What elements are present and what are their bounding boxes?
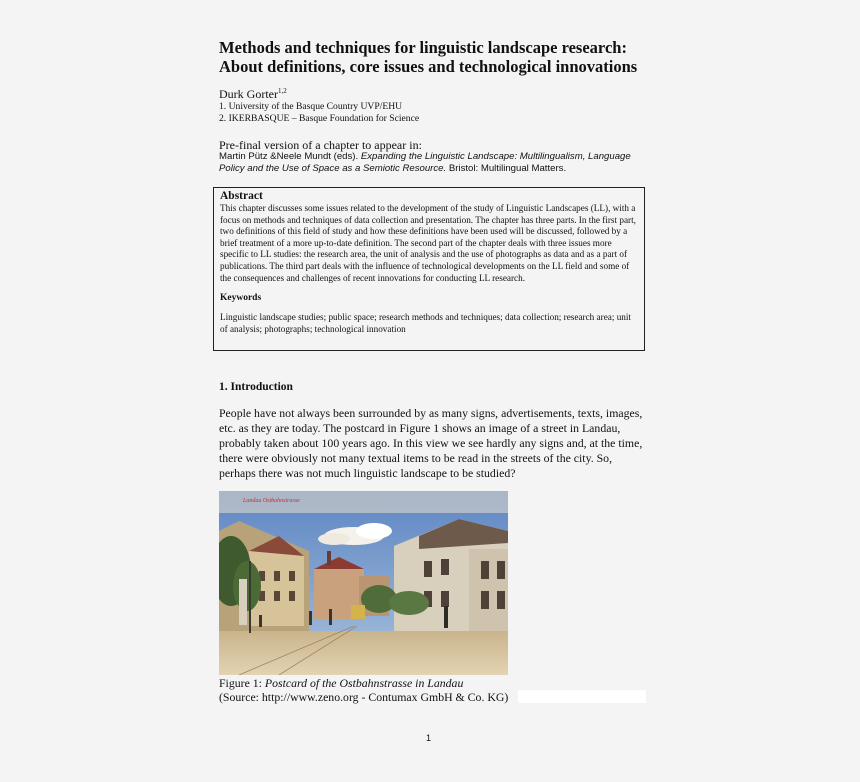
figure-source [219, 690, 646, 704]
citation-editors: Martin Pütz &Neele Mundt (eds). [219, 151, 361, 162]
keywords-text: Linguistic landscape studies; public space; research methods and techniques; data collection; research area; unit of analysis; photographs; technological innovation [220, 312, 631, 334]
chapter-citation [219, 151, 649, 175]
paper-title [219, 38, 659, 76]
postcard-figure [219, 491, 508, 675]
postcard-inscription: Landau Ostbahnstrasse [243, 498, 300, 504]
citation-book-title: Expanding the Linguistic Landscape: Multilingualism, Language Policy and the Use of Space as a Semiotic Resource. [219, 151, 631, 174]
figure-label: Figure 1: [219, 676, 265, 690]
affiliation-1: 1. University of the Basque Country UVP/EHU [219, 101, 403, 112]
figure-source-text: (Source: http://www.zeno.org - Contumax GmbH & Co. KG) [219, 690, 509, 704]
abstract-heading: Abstract [220, 190, 263, 202]
citation-publisher: Bristol: Multilingual Matters. [446, 163, 567, 174]
author-superscript: 1,2 [277, 87, 287, 95]
intro-paragraph: People have not always been surrounded by as many signs, advertisements, texts, images, etc. as they are today. The postcard in Figure 1 shows an image of a street in Landau, probably taken about 100 years ago. In this view we see hardly any signs and, at the time, there were obviously not many textual items to be read in the streets of the city. So, perhaps there was not much linguistic landscape to be studied? [219, 406, 643, 480]
abstract-box [213, 187, 645, 351]
section-heading: 1. Introduction [219, 381, 293, 393]
figure-caption [219, 676, 463, 690]
title-line-2: About definitions, core issues and technological innovations [219, 57, 638, 76]
figure-caption-text: Postcard of the Ostbahnstrasse in Landau [264, 676, 464, 690]
prefinal-note: Pre-final version of a chapter to appear in: [219, 138, 422, 152]
affiliation-2: 2. IKERBASQUE – Basque Foundation for Science [219, 113, 420, 124]
author-name [219, 87, 287, 102]
author-name-text: Durk Gorter [219, 87, 278, 101]
keywords-heading: Keywords [220, 293, 262, 304]
abstract-text: This chapter discusses some issues related to the development of the study of Linguistic Landscapes (LL), with a focus on methods and techniques of data collection and presentation. The chapter has three parts. In the first part, two definitions of this field of study and how these definitions have been used will be discussed, followed by a brief treatment of a more up-to-date definition. The second part of the chapter deals with three issues more specific to LL studies: the research area, the unit of analysis and the use of photographs as data and as a part of publications. The third part deals with the influence of technological developments on the LL field and some of the consequences and challenges of recent innovations for conducting LL research. [220, 203, 636, 283]
page-number: 1 [426, 733, 432, 743]
title-line-1: Methods and techniques for linguistic landscape research: [219, 38, 627, 57]
postcard-image [219, 491, 508, 675]
